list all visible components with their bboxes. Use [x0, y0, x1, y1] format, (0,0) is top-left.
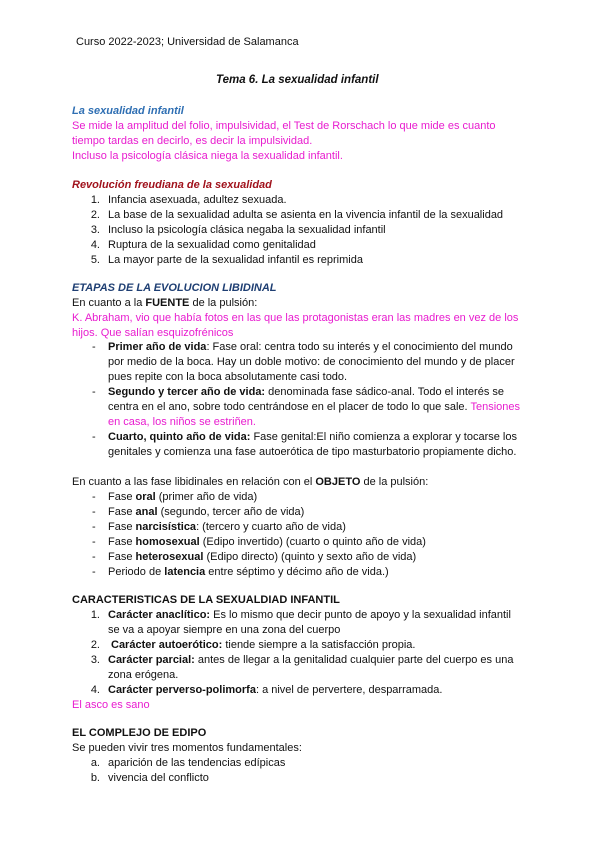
list-item: La base de la sexualidad adulta se asienta en la vivencia infantil de la sexualidad — [108, 209, 504, 221]
intro-line: Se mide la amplitud del folio, impulsividad, el Test de Rorschach lo que mide es cuanto — [72, 120, 496, 132]
list-letter: a. — [90, 757, 100, 769]
stage-fourth-cont: genitales y comienza una fase autoerótica de tipo masturbatorio propiamente dicho. — [108, 446, 517, 458]
characteristics-heading: CARACTERISTICAS DE LA SEXUALDIAD INFANTIL — [72, 594, 340, 606]
stage-second: Segundo y tercer año de vida: denominada fase sádico-anal. Todo el interés se — [108, 386, 504, 398]
list-item: Infancia asexuada, adultez sexuada. — [108, 194, 287, 206]
stage-first-cont: pues repite con la boca absolutamente casi todo. — [108, 371, 348, 383]
phase-item: Fase oral (primer año de vida) — [108, 491, 258, 503]
characteristic-item: Carácter perverso-polimorfa: a nivel de pervertere, desparramada. — [108, 684, 443, 696]
bullet-dash: - — [92, 566, 96, 578]
stage-second-cont: centra en el ano, sobre todo centrándose en el placer de todo lo que sale. Tensiones — [108, 401, 520, 413]
stage-fourth: Cuarto, quinto año de vida: Fase genital:El niño comienza a explorar y tocarse los — [108, 431, 517, 443]
abraham-note: K. Abraham, vio que había fotos en las que las protagonistas eran las madres en vez de los — [72, 312, 519, 324]
bullet-dash: - — [92, 491, 96, 503]
list-number: 4. — [90, 684, 100, 696]
oedipus-item: vivencia del conflicto — [108, 772, 209, 784]
characteristic-item: Carácter anaclítico: Es lo mismo que decir punto de apoyo y la sexualidad infantil — [108, 609, 511, 621]
stage-first-cont: por medio de la boca. Hay un doble motivo: de conocimiento del mundo y de placer — [108, 356, 515, 368]
phase-item: Fase anal (segundo, tercer año de vida) — [108, 506, 305, 518]
oedipus-intro: Se pueden vivir tres momentos fundamentales: — [72, 742, 302, 754]
list-letter: b. — [90, 772, 100, 784]
list-number: 3. — [90, 224, 100, 236]
bullet-dash: - — [92, 551, 96, 563]
bullet-dash: - — [92, 521, 96, 533]
bullet-dash: - — [92, 536, 96, 548]
intro-line: Incluso la psicología clásica niega la sexualidad infantil. — [72, 150, 343, 162]
oedipus-heading: EL COMPLEJO DE EDIPO — [72, 727, 207, 739]
bullet-dash: - — [92, 341, 96, 353]
bullet-dash: - — [92, 431, 96, 443]
bullet-dash: - — [92, 506, 96, 518]
characteristic-item-cont: se va a apoyar siempre en una zona del cuerpo — [108, 624, 341, 636]
characteristic-item: Carácter parcial: antes de llegar a la genitalidad cualquier parte del cuerpo es una — [108, 654, 514, 666]
disgust-note: El asco es sano — [72, 699, 150, 711]
stage-second-note: en casa, los niños se estriñen. — [108, 416, 256, 428]
intro-heading: La sexualidad infantil — [72, 105, 184, 117]
list-number: 3. — [90, 654, 100, 666]
object-line: En cuanto a las fase libidinales en relación con el OBJETO de la pulsión: — [72, 476, 429, 488]
course-header: Curso 2022-2023; Universidad de Salamanca — [76, 36, 299, 48]
characteristic-item-cont: zona erógena. — [108, 669, 179, 681]
list-item: Incluso la psicología clásica negaba la sexualidad infantil — [108, 224, 386, 236]
source-line: En cuanto a la FUENTE de la pulsión: — [72, 297, 258, 309]
phase-item: Fase narcisística: (tercero y cuarto año de vida) — [108, 521, 346, 533]
phase-item: Fase heterosexual (Edipo directo) (quinto y sexto año de vida) — [108, 551, 417, 563]
stage-first: Primer año de vida: Fase oral: centra todo su interés y el conocimiento del mundo — [108, 341, 513, 353]
list-number: 1. — [90, 194, 100, 206]
list-number: 2. — [90, 639, 100, 651]
phase-item: Periodo de latencia entre séptimo y décimo año de vida.) — [108, 566, 389, 578]
revolution-heading: Revolución freudiana de la sexualidad — [72, 179, 272, 191]
oedipus-item: aparición de las tendencias edípicas — [108, 757, 286, 769]
list-number: 5. — [90, 254, 100, 266]
list-number: 1. — [90, 609, 100, 621]
list-number: 2. — [90, 209, 100, 221]
list-item: La mayor parte de la sexualidad infantil es reprimida — [108, 254, 363, 266]
intro-line: tiempo tardas en decirlo, es decir la impulsividad. — [72, 135, 313, 147]
list-item: Ruptura de la sexualidad como genitalidad — [108, 239, 316, 251]
abraham-note: hijos. Que salían esquizofrénicos — [72, 327, 234, 339]
characteristic-item: Carácter autoerótico: tiende siempre a la satisfacción propia. — [111, 639, 416, 651]
list-number: 4. — [90, 239, 100, 251]
page-title: Tema 6. La sexualidad infantil — [216, 74, 379, 86]
bullet-dash: - — [92, 386, 96, 398]
stages-heading: ETAPAS DE LA EVOLUCION LIBIDINAL — [72, 282, 277, 294]
phase-item: Fase homosexual (Edipo invertido) (cuarto o quinto año de vida) — [108, 536, 426, 548]
